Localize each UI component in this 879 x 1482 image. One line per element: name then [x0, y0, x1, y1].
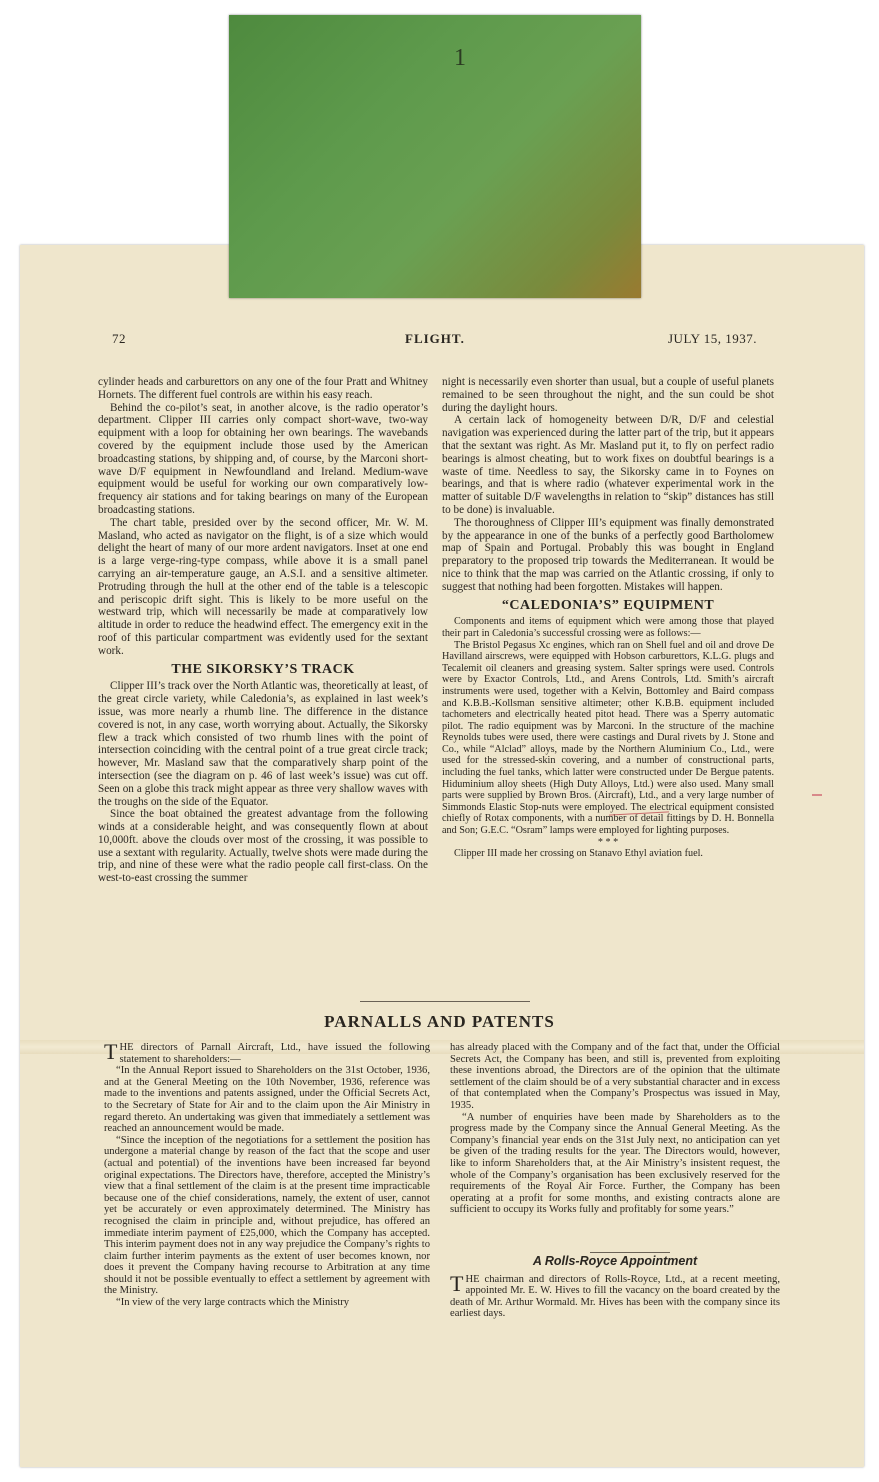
paragraph: “Since the inception of the negotiations for a settlement the position has undergone a material change by reason of the fact that the scope and user (actual and potential) of the inventions have been increased far beyond original expectations. The Directors have, therefore, accepted the Ministry’s view that a final settlement of the claim is at the present time impracticable because one of the chief considerations, namely, the extent of user, cannot yet be accurately or even approximately determined. The Ministry has recognised the claim in principle and, without prejudice, has offered an immediate interim payment of £25,000, which the Company has accepted. This interim payment does not in any way prejudice the Company’s rights to claim further interim payments as the extent of user becomes known, nor does it prevent the Company having recourse to Arbitration at any time should it not be possible eventually to effect a settlement by agreement with the Ministry.: [104, 1134, 430, 1297]
paragraph: “In the Annual Report issued to Shareholders on the 31st October, 1936, and at the General Meeting on the 10th November, 1936, reference was made to the inventions and patents assigned, under the Official Secrets Act, to the Secretary of State for Air and to the claim upon the Air Ministry in regard thereto. An undertaking was given that immediately a settlement was reached an announcement would be made.: [104, 1065, 430, 1135]
paragraph: The chart table, presided over by the second officer, Mr. W. M. Masland, who acted as navigator on the flight, is of a size which would delight the heart of many of our more ardent navigators. Inset at one end is a large verge-ring-type compass, while above it is a small panel carrying an air-temperature gauge, an A.S.I. and a sensitive altimeter. Protruding through the hull at the other end of the table is a telescopic and periscopic drift sight. This is likely to be more useful on the westward trip, which will necessarily be made at comparatively low altitude in order to reduce the headwind effect. The emergency exit in the roof of this particular compartment was evidently used for the sextant work.: [98, 516, 428, 657]
section-heading: THE SIKORSKY’S TRACK: [171, 661, 355, 677]
paragraph: has already placed with the Company and of the fact that, under the Official Secrets Act, the Company has been, and still is, prevented from exploiting these inventions abroad, the Directors are of the opinion that the ultimate settlement of the claim should be of a very substantial character and in excess of that contemplated when the Company’s Prospectus was issued in May, 1935.: [450, 1042, 780, 1111]
page-number: 72: [112, 331, 126, 346]
handwritten-mark: 1: [454, 45, 466, 71]
article-title: PARNALLS AND PATENTS: [324, 1012, 555, 1031]
paragraph-dropcap: [450, 1270, 780, 1320]
drop-cap: T: [104, 1039, 118, 1064]
paragraph: cylinder heads and carburettors on any one of the four Pratt and Whitney Hornets. The different fuel controls are within his easy reach.: [98, 376, 428, 401]
paragraph: Clipper III made her crossing on Stanavo Ethyl aviation fuel.: [454, 848, 703, 860]
subsection-heading: A Rolls-Royce Appointment: [532, 1253, 698, 1268]
paragraph: “A number of enquiries have been made by Shareholders as to the progress made by the Company since the Annual General Meeting. As the Company’s financial year ends on the 31st July next, no anticipation can yet be given of the trading results for the year. The Directors would, however, like to inform Shareholders that, at the Air Ministry’s insistent request, the whole of the Company’s organisation has been exclusively reserved for the requirements of the Royal Air Force. Further, the Company has been operating at a profit for some months, and existing contracts alone are sufficient to occupy its Works fully and profitably for some years.”: [450, 1111, 780, 1216]
paragraph: Since the boat obtained the greatest advantage from the following winds at a considerable height, and was consequently flown at about 10,000ft. above the clouds over most of the crossing, it was possible to use a sextant with regularity. Actually, twelve shots were made during the trip, and nine of these were what the radio people call first-class. On the west-to-east crossing the summer: [98, 808, 428, 885]
divider: [590, 1252, 670, 1253]
masthead: FLIGHT.: [405, 331, 465, 346]
divider: [360, 1001, 530, 1002]
paragraph: A certain lack of homogeneity between D/R, D/F and celestial navigation was experienced during the latter part of the trip, but it appears that the sextant was right. As Mr. Masland put it, to fly on perfect radio bearings is almost cheating, but to work fixes on doubtful bearings is a waste of time. Needless to say, the Sikorsky came in to Foynes on bearings, and that is where radio (whatever experimental work in the matter of suitable D/F wavelengths in relation to “skip” distances has still to be done) is invaluable.: [442, 414, 774, 516]
pencil-mark: [812, 794, 822, 796]
separator-stars: * * *: [597, 836, 619, 848]
paragraph: Components and items of equipment which were among those that played their part in Caledonia’s successful crossing were as follows:—: [442, 616, 774, 639]
drop-cap: T: [450, 1270, 464, 1296]
column-3: [104, 1039, 430, 1309]
green-paper-swatch: [229, 15, 641, 298]
paragraph: The Bristol Pegasus Xc engines, which ran on Shell fuel and oil and drove De Havilland airscrews, were equipped with Hobson carburettors, K.L.G. plugs and Tecalemit oil cleaners and greasing system. Salter springs were used. Controls were by Exactor Controls, Ltd., and Arens Controls, Ltd. Smith’s aircraft instruments were used, together with a Kelvin, Bottomley and Baird compass and K.B.B.-Kollsman sensitive altimeter; other K.B.B. equipment included tachometers and electrically heated pitot head. There was a Sperry automatic pilot. The radio equipment was by Marconi. In the structure of the machine Reynolds tubes were used, there were castings and Dural rivets by J. Stone and Co., while “Alclad” alloys, made by the Northern Aluminium Co., Ltd., were used for the stressed-skin covering, and a number of constructional parts, including the fuel tanks, which latter were constructed under De Bergue patents. Hiduminium alloy sheets (High Duty Alloys, Ltd.) were also used. Many small parts were supplied by Brown Bros. (Aircraft), Ltd., and a very large number of Simmonds Elastic Stop-nuts were employed. The electrical equipment consisted chiefly of Rotax components, with a number of detail fittings by D. H. Bonnella and Son; G.E.C. “Osram” lamps were employed for lighting purposes.: [442, 639, 774, 837]
column-2: [442, 376, 774, 860]
paragraph-text: HE directors of Parnall Aircraft, Ltd., have issued the following statement to shareholders:—: [119, 1042, 430, 1065]
column-4: [450, 1042, 780, 1320]
paragraph-text: HE chairman and directors of Rolls-Royce, Ltd., at a recent meeting, appointed Mr. E. W. Hives to fill the vacancy on the board created by the death of Mr. Arthur Wormald. Mr. Hives has been with the company since its earliest days.: [450, 1273, 780, 1320]
paragraph: Clipper III’s track over the North Atlantic was, theoretically at least, of the great circle variety, while Caledonia’s, as explained in last week’s issue, was more nearly a rhumb line. The difference in the distance covered is not, in any case, worth worrying about. Actually, the Sikorsky flew a track which consisted of two rhumb lines with the point of intersection coinciding with the central point of a true great circle track; however, Mr. Masland saw that the comparatively sharp point of the intersection (see the diagram on p. 46 of last week’s issue) was cut off. Seen on a globe this track might appear as three very shallow waves with the troughs on the side of the Equator.: [98, 680, 428, 808]
section-heading: “CALEDONIA’S” EQUIPMENT: [501, 597, 715, 613]
issue-date: JULY 15, 1937.: [668, 331, 757, 346]
paragraph-dropcap: [104, 1039, 430, 1065]
paragraph: Behind the co-pilot’s seat, in another alcove, is the radio operator’s department. Clipper III carries only compact short-wave, two-way equipment with a loop for obtaining her own bearings. The wavebands covered by the equipment include those used by the American broadcasting stations, by shipping and, of course, by the Marconi short-wave D/F equipment in Newfoundland and Ireland. Medium-wave equipment would be useful for working our own comparatively low-frequency air stations and for taking bearings on many of the European broadcasting stations.: [98, 401, 428, 516]
paragraph: The thoroughness of Clipper III’s equipment was finally demonstrated by the appearance in one of the bunks of a perfectly good Bartholomew map of Spain and Portugal. Probably this was bought in England preparatory to the proposed trip towards the Mediterranean. It would be nice to think that the map was carried on the Atlantic crossing, if only to suggest that nothing had been forgotten. Mistakes will happen.: [442, 516, 774, 593]
column-1: [98, 376, 428, 885]
paragraph: “In view of the very large contracts which the Ministry: [116, 1297, 350, 1309]
paragraph: night is necessarily even shorter than usual, but a couple of useful planets remained to be seen throughout the night, and the sun could be shot during the daylight hours.: [442, 376, 774, 414]
